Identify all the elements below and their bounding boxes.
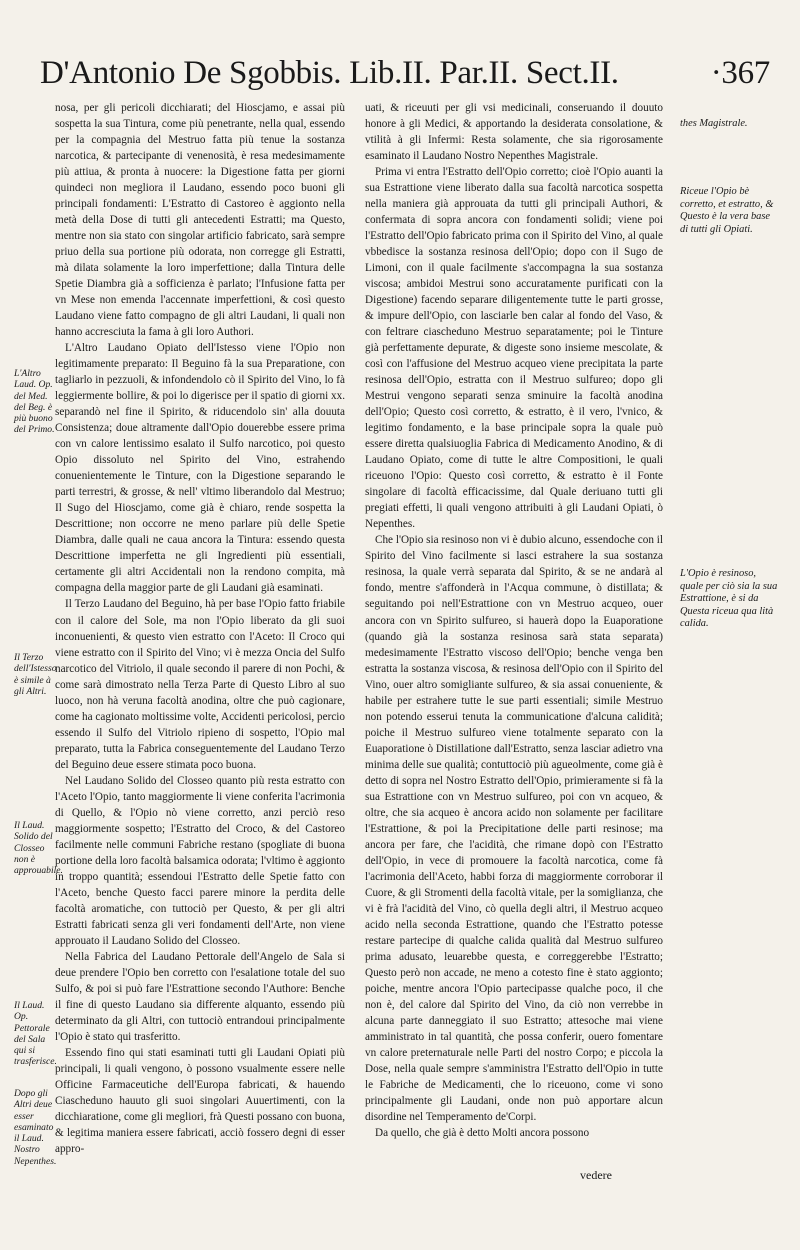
paragraph: Il Terzo Laudano del Beguino, hà per base l'Opio fatto friabile con il calore del Sole, ma non l'Opio liberato da gli suoi inconuenienti, & questo vien estratto con l'Aceto: Il Croco qui viene estratto con il Spirito del Vino; vi è mezza Oncia del Sulfo narcotico del Vitriolo, il quale secondo il parere di non Pochi, & come sarà dimostrato nella Terza Parte di Questo Libro al suo luoco, non hà veruna facoltà anodina, oltre che può cagionare, come ha cagionato moltissime volte, Accidenti pericolosi, percio essendo il Sulfo del Vitriolo ripieno di sospetto, l'Opio mal preparato, tutta la Fabrica conseguentemente del Laudano Terzo del Beguino deue essere stimata poco buona. — [55, 598, 345, 771]
margin-note: L'Altro Laud. Op. del Med. del Beg. è più buono del Primo. — [14, 368, 55, 436]
margin-note: thes Magistrale. — [680, 118, 748, 129]
right-column — [365, 100, 663, 1141]
margin-note: Il Terzo dell'Istesso è simile à gli Altri. — [14, 652, 57, 697]
paragraph: uati, & riceuuti per gli vsi medicinali, conseruando il douuto honore à gli Medici, & apportando la desiderata consolatione, & vtilità à gli Infermi: Resta solamente, che sia rigorosamente esaminato il Laudano Nostro Nepenthes Magistrale. — [365, 102, 663, 163]
margin-note: Riceue l'Opio bè corretto, et estratto, & Questo è la vera base di tutti gli Opiati. — [680, 186, 774, 235]
paragraph: Prima vi entra l'Estratto dell'Opio corretto; cioè l'Opio auanti la sua Estrattione viene liberato dalla sua facoltà narcotica sospetta nella maniera già approuata da tutti gli principali Authori, & confermata di sopra ancora con fondamenti solidi; viene poi l'Estratto dell'Opio fabricato prima con il Spirito del Vino, al quale vbbedisce la sostanza resinosa dell'Opio; dopo con il Sugo de Limoni, con il quale facilmente s'accompagna la sua sostanza viscosa; ambidoi Mestrui sono accuratamente purificati con la Digestione) facendo separare diligentemente tutte le parti grosse, & impure dell'Opio, con lasciarle ben calar al fondo del Vaso, & con feltrare ciascheduno Mestruo separatamente; poi le Tinture già perfettamente depurate, & digeste sono insieme mescolate, & così con l'affusione del Mestruo acqueo viene precipitata la parte resinosa dell'Opio, estratta con il Mestruo sulfureo; dopo gli Mestrui vengono separati senza sminuire la facoltà anodina dell'Opio; Questo così corretto, & estratto, è il vero, l'vnico, & legitimo fondamento, e la base principale sopra la quale può essere diretta qualsiuoglia Fabrica di Medicamento Anodino, & di Laudano Opiato, come di tutte le altre Compositioni, le quali riceuono l'Opio: Questo così corretto, & estratto è il Fonte singolare di facoltà efficacissime, dal Quale deriuano tutti gli pregiati effetti, li quali vengono attribuiti à gli Laudani Opiati, ò Nepenthes. — [365, 166, 663, 531]
paragraph: L'Altro Laudano Opiato dell'Istesso viene l'Opio non legitimamente preparato: Il Beguino fà la sua Preparatione, con tagliarlo in pezzuoli, & infondendolo cò il Spirito del Vino, lo fà leggiermente bollire, & poi lo digerisce per il spatio di giorni xx. separandò nel fine il Spirito, & riducendolo sin' alla douuta Consistenza; doue altramente dall'Opio douerebbe essere prima con vn calore lentissimo esalato il Sulfo narcotico, poi questo Opio dissoluto nel Spirito del Vino, estrahendo conuenientemente le Tinture, con la Digestione separando le parti terrestri, & grosse, & nell' vltimo liberandolo dal Mestruo; Il Sugo del Hioscjamo, come già è chiaro, rende sospetta la Descrittione; non occorre ne meno parlare più delle Spetie Diambra, dalle quali ne caua ancora la Tintura: essendo questa Descrittione imperfetta ne gli Ingredienti più essentiali, certamente gli altri Accidentali non la rendono compita, mà compagna della maggior parte de gli Laudani già esaminati. — [55, 342, 345, 595]
margin-note: Il Laud. Solido del Closseo non è approuabile. — [14, 820, 63, 877]
page-number: ·367 — [710, 55, 770, 91]
margin-note: L'Opio è resinoso, quale per ciò sia la sua Estrattione, è si da Questa riceua qua lità calida. — [680, 568, 778, 629]
paragraph: Nel Laudano Solido del Closseo quanto più resta estratto con l'Aceto l'Opio, tanto maggiormente li viene conferita l'acrimonia di Quello, & l'Opio nò viene corretto, anzi perciò reso maggiormente sospetto; l'Estratto del Croco, & del Castoreo facilmente nelle communi Fabriche restano (spogliate di buona portione della loro facoltà balsamica odorata; l'vltimo è aggionto in troppo quantità; essendoui l'Estratto delle Spetie fatto con l'Aceto, benche Questo facci parere minore la perdita delle facoltà aromatiche, con tuttociò per Questo, & per gli altri Estratti fabricati senza gli veri fondamenti dell'Arte, non viene approuato il Laudano Solido del Closseo. — [55, 774, 345, 947]
margin-note: Dopo gli Altri deue esser esaminato il Laud. Nostro Nepenthes. — [14, 1088, 57, 1167]
paragraph: Essendo fino qui stati esaminati tutti gli Laudani Opiati più principali, li quali vengono, ò possono vsualmente essere nelle Officine Farmaceutiche dell'Europa fabricati, & hauendo Ciascheduno hauuto gli suoi singolari Auuertimenti, con la dicchiaratione, come gli megliori, frà Questi possano con buona, & legitima maniera essere fabricati, acciò fossero degni di esser appro- — [55, 1046, 345, 1156]
paragraph: Da quello, che già è detto Molti ancora possono — [375, 1127, 590, 1139]
paragraph: Che l'Opio sia resinoso non vi è dubio alcuno, essendoche con il Spirito del Vino facilmente si lasci estrahere la sua sostanza resinosa, la quale verrà separata dal Spirito, & se ne andarà al fondo, mentre s'affonderà in l'Acqua commune, ò distillata; & seguitando poi nell'Estrattione con vn Mestruo acqueo, ouer ancora con vn Spirito sulfureo, si hauerà dopo la Euaporatione (quando già la sostanza resinosa sarà stata separata) medesimamente l'Estratto viscoso dell'Opio; benche venga ben estratta la sostanza viscosa, & resinosa dell'Opio con il Spirito del Vino, ouer altro somigliante sulfureo, & sia assai conueniente, & habile per estrahere tutte le sue parti essentiali; simile Mestruo non potendo esserui tenuta la communicatione d'alcuna calidità; poiche il Mestruo sulfureo viene totalmente separato con la Euaporatione ò Distillatione dall'Estratto, senza lasciar adietro vna minima delle sue qualità; contuttociò più agueolmente, come già è detto di sopra nel Nostro Estratto dell'Opio, primieramente si fà la sua Estrattione con vn Mestruo sulfureo, poi con vn acqueo, & oltre, che sia acqueo è ancora acido non solamente per facilitare l'Estrattione, & poi la Precipitatione delle parti resinose; ma ancora per fare, che l'acidità, che rimane dopò con l'Estratto dell'Opio, in vece di promouere la facoltà narcotica, come fà l'acrimonia dell'Aceto, habbi forza di maggiormente corroborar il Cuore, & gli Stromenti della facoltà vitale, per la somiglianza, che vi è frà l'acidità del Vino, cò quella degli altri, il Mestruo acqueo acido nella seconda Estrattione, quando che l'Estratto potesse restare partecipe di qualche calida qualità dal Mestruo sulfureo prima adusato, leuarebbe questa, e correggerebbe l'Estratto; Questo però non accade, ne meno a cotesto fine è stato aggionto; poiche, mentre ancora l'Opio partecipasse qualche poco, il che non è, del calore dal Spirito del Vino, da ciò non verrebbe in alcuna parte danneggiato il suo Estratto; attesoche mai viene amministrato in tal quantità, che possa conferir, ouero fomentare vn calore preternaturale nelle Parti del nostro Corpo; e piccola la Dose, nella quale sempre s'amministra l'Estratto dell'Opio in tutte le Fabriche de Medicamenti, che lo riceuono, come vi sono principalmente gli Laudani, onde non può apportare alcun disordine nel Temperamento de'Corpi. — [365, 534, 663, 1123]
running-header — [40, 48, 770, 98]
paragraph: nosa, per gli pericoli dicchiarati; del Hioscjamo, e assai più sospetta la sua Tintura, come più penetrante, nella qual, essendo per la compagnia del Mestruo fatta più tenue la sostanza narcotica, & partecipante di venenosità, è resa medesimamente più attiua, & pronta à nuocere: la Digestione fatta per giorni quindeci non megliora il Laudano, essendo poco buoni gli principali fondamenti: L'Estratto di Castoreo è aggionto nella metà della Dose di tutti gli antecedenti Estratti; ma Questo, mentre non sia stato con singolar artificio fabricato, sarà sempre priuo della sua portione più odorata, non corregge gli Estratti, mà dilata solamente la loro imperfettione; dalla Tintura delle Spetie Diambra già a sofficienza è parlato; l'Infusione fatta per vn Mese non emenda l'accennate imperfettioni, & così questo Laudano viene fatto compagno de gli altri Laudani, li quali non hanno accresciuta la fama à gli loro Authori. — [55, 102, 345, 339]
running-title: D'Antonio De Sgobbis. Lib.II. Par.II. Sect.II. — [40, 55, 619, 91]
catchword: vedere — [580, 1168, 612, 1182]
left-column — [55, 100, 345, 1157]
paragraph: Nella Fabrica del Laudano Pettorale dell'Angelo de Sala si deue prendere l'Opio ben corretto con l'esalatione totale del suo Sulfo, & poi si può fare l'Estrattione secondo l'Authore: Benche il fine di questo Laudano sia differente alquanto, essendo più determinato da gli Altri, con tuttociò entrandoui principalmente l'Opio è stato qui trasferitto. — [55, 950, 345, 1043]
margin-note: Il Laud. Op. Pettorale del Sala qui si trasferisce. — [14, 1000, 57, 1068]
